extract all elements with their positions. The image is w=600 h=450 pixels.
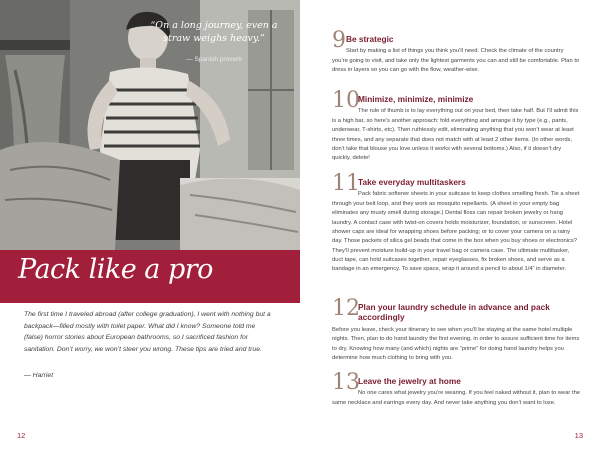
intro-signature: — Harriet bbox=[24, 372, 54, 379]
tip-title: Take everyday multitaskers bbox=[358, 177, 466, 187]
vintage-photo bbox=[0, 0, 300, 250]
tip-9 bbox=[332, 28, 580, 76]
tip-body: Start by making a list of things you think you’ll need. Check the climate of the country you’re going to visit, and take only the lightest garments you can and still be comfortable. Plan to dress in layers so you can go with the flow, weather-wise. bbox=[332, 48, 580, 74]
tip-number: 13 bbox=[332, 370, 360, 395]
tip-11 bbox=[332, 171, 580, 275]
tip-body: Pack fabric softener sheets in your suitcase to keep clothes smelling fresh. Tie a sheet through your belt loop, and they work as mosquito repellants. (A sheet in your empty bag eliminates any musty smell during storage.) Dental floss can repair broken jewelry or hang laundry. A contact case with twist-on covers holds moisturizer, foundation, or sunscreen. Hotel shower caps are ideal for wrapping shoes before packing; or to cover your camera on a rainy day. Those packets of silica gel beads that come in the box when you buy shoes or electronics? They’ll prevent moisture build-up in your travel bag or camera case. The ultimate multitasker, duct tape, can hold suitcases together, repair eyeglasses, fix broken shoes, and serve as a bandage in an emergency. To save space, wrap it around a pencil to about 1/4” in diameter. bbox=[332, 191, 580, 273]
proverb-attribution: — Spanish proverb bbox=[186, 56, 242, 63]
tip-title: Minimize, minimize, minimize bbox=[358, 94, 474, 104]
tip-10 bbox=[332, 88, 580, 164]
title-band bbox=[0, 250, 300, 303]
tip-title: Plan your laundry schedule in advance and pack accordingly bbox=[358, 302, 550, 323]
tip-number: 11 bbox=[332, 171, 360, 196]
page-number-right: 13 bbox=[574, 431, 583, 440]
tip-number: 12 bbox=[332, 296, 360, 321]
intro-paragraph: The first time I traveled abroad (after college graduation), I went with nothing but a backpack—filled mostly with toilet paper. What did I know? Someone told me (false) horror stories about European bathrooms, so I sacrificed fashion for sanitation. Don’t worry, we won’t steer you wrong. These tips are tried and true. bbox=[24, 311, 271, 354]
right-page bbox=[300, 0, 600, 450]
tip-body: Before you leave, check your itinerary to see when you’ll be staying at the same hotel multiple nights. Then, plan to do hand laundry the first evening, in order to assure sufficient time for items to dry. Knowing how many (and which) nights are “prime” for doing hand laundry helps you determine how much clothing to bring with you. bbox=[332, 326, 580, 361]
tip-number: 9 bbox=[332, 28, 346, 53]
tip-13 bbox=[332, 370, 581, 408]
tip-body: No one cares what jewelry you’re wearing. If you feel naked without it, plan to wear the same necklace and earrings every day. And never take anything you don’t want to lose. bbox=[332, 390, 581, 406]
tip-number: 10 bbox=[332, 88, 360, 113]
section-title: Pack like a pro bbox=[18, 254, 213, 285]
tip-body: The rule of thumb is to lay everything out on your bed, then take half. But I’ll admit this is a high bar, so here’s another approach: fold everything and arrange it by type (e.g., pants, underwear, T-shirts, etc). Then ruthlessly edit, eliminating anything that you won’t wear at least three times, and any separate that does not match with at least 2 other items. (In other words, don’t take that blouse you love unless it works with several bottoms.) Also, if it doesn’t dry quickly, delete! bbox=[332, 108, 579, 162]
tip-12 bbox=[332, 296, 580, 363]
page-number-left: 12 bbox=[17, 431, 26, 440]
tip-title: Leave the jewelry at home bbox=[358, 376, 461, 386]
tip-title: Be strategic bbox=[346, 34, 394, 44]
proverb-quote: “On a long journey, even a straw weighs heavy.” bbox=[150, 20, 278, 44]
